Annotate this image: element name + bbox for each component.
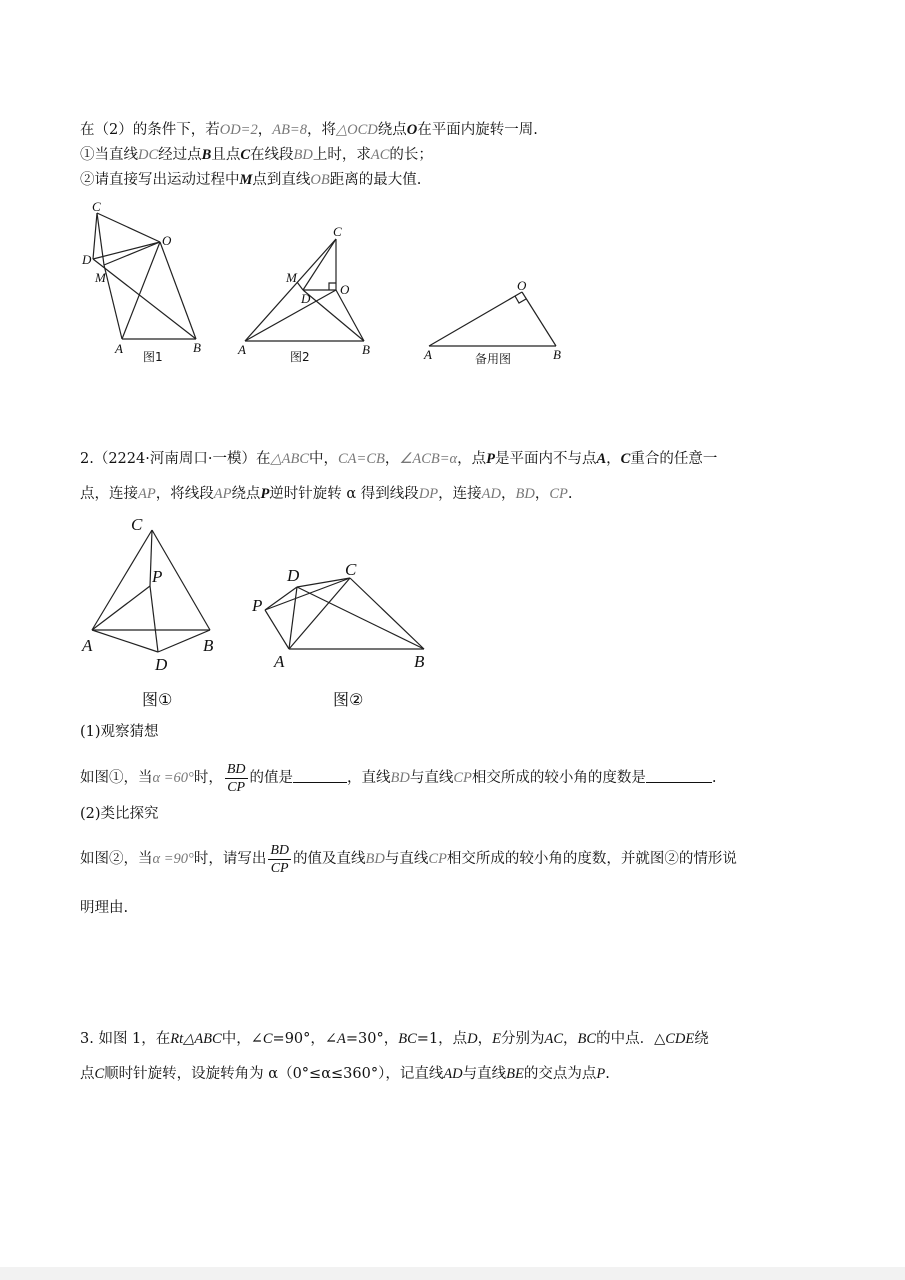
math-c: C bbox=[262, 1031, 273, 1047]
math-p: P bbox=[260, 486, 270, 502]
math-o: O bbox=[406, 122, 418, 138]
fig1-label-c: C bbox=[92, 199, 101, 214]
text: 中，∠ bbox=[221, 1031, 263, 1047]
text: =1，点 bbox=[416, 1031, 468, 1047]
math-e: E bbox=[492, 1031, 502, 1047]
text: 中， bbox=[309, 451, 339, 467]
math-bc: BC bbox=[398, 1031, 417, 1047]
fig2-2-label-d: D bbox=[287, 566, 300, 585]
fig1-label-m: M bbox=[95, 270, 106, 285]
text: ， bbox=[384, 451, 400, 467]
denominator: CP bbox=[270, 860, 289, 876]
fig2-1-label-p: P bbox=[152, 567, 163, 586]
s2-part2 bbox=[80, 840, 737, 878]
fraction-bd-cp bbox=[225, 761, 248, 796]
text: ， bbox=[606, 451, 621, 467]
fig2-label-d: D bbox=[301, 291, 311, 306]
text: 时， bbox=[193, 770, 223, 786]
math-p: P bbox=[596, 1066, 606, 1082]
fig2-2-label-p: P bbox=[252, 596, 263, 615]
s2-line2 bbox=[80, 484, 572, 504]
text: ， bbox=[501, 486, 516, 502]
math-bd: BD bbox=[365, 851, 385, 867]
text: ②请直接写出运动过程中 bbox=[80, 172, 240, 188]
math-a: A bbox=[337, 1031, 346, 1047]
math-bd: BD bbox=[390, 770, 410, 786]
math-cp: CP bbox=[428, 851, 447, 867]
math-acb: ∠ACB=α bbox=[399, 451, 458, 467]
text: 是平面内不与点 bbox=[495, 451, 597, 467]
math-ocd: △OCD bbox=[335, 122, 378, 138]
numerator: BD bbox=[226, 761, 246, 777]
text: ①当直线 bbox=[80, 147, 138, 163]
text: 2.（2224·河南周口·一模）在 bbox=[80, 451, 271, 467]
math-m: M bbox=[239, 172, 253, 188]
fig2-label-m: M bbox=[286, 270, 297, 285]
math-alpha90: α =90° bbox=[152, 851, 194, 867]
math-b: B bbox=[201, 147, 212, 163]
fig2-label-c: C bbox=[333, 224, 342, 239]
text: . bbox=[711, 770, 717, 786]
text: 的中点．△ bbox=[596, 1031, 666, 1047]
s2-part2-line2: 明理由. bbox=[80, 900, 129, 916]
math-bd: BD bbox=[293, 147, 313, 163]
fig2-label-b: B bbox=[362, 342, 370, 357]
text: 3. 如图 1，在 bbox=[80, 1031, 171, 1047]
text: 相交所成的较小角的度数是 bbox=[471, 770, 646, 786]
s2-part2-title: (2)类比探究 bbox=[80, 806, 159, 822]
fig-2-2-lines bbox=[265, 578, 424, 649]
text: . bbox=[605, 1066, 610, 1082]
text: 绕点 bbox=[231, 486, 261, 502]
fig1-label-b: B bbox=[193, 340, 201, 355]
text: ，直线 bbox=[347, 770, 391, 786]
text: 分别为 bbox=[501, 1031, 545, 1047]
text: 的长； bbox=[389, 147, 433, 163]
math-cp: CP bbox=[549, 486, 568, 502]
fig1-lines bbox=[93, 213, 196, 339]
math-alpha60: α =60° bbox=[152, 770, 194, 786]
s2-line1 bbox=[80, 449, 717, 469]
text: ， bbox=[477, 1031, 493, 1047]
math-c: C bbox=[620, 451, 631, 467]
text: ， bbox=[563, 1031, 578, 1047]
math-od: OD=2 bbox=[219, 122, 258, 138]
answer-blank[interactable] bbox=[293, 768, 347, 783]
math-ob: OB bbox=[310, 172, 330, 188]
text: 的值及直线 bbox=[293, 851, 366, 867]
text: 在平面内旋转一周. bbox=[417, 122, 538, 138]
text: =90°，∠ bbox=[272, 1031, 338, 1047]
math-ab: AB=8 bbox=[272, 122, 307, 138]
math-be: BE bbox=[506, 1066, 524, 1082]
text: 重合的任意一 bbox=[630, 451, 718, 467]
math-ac: AC bbox=[370, 147, 390, 163]
math-d: D bbox=[467, 1031, 478, 1047]
math-ca-cb: CA=CB bbox=[338, 451, 385, 467]
text: 在线段 bbox=[250, 147, 294, 163]
text: . bbox=[567, 486, 573, 502]
fig3-label-b: B bbox=[553, 347, 561, 362]
answer-blank[interactable] bbox=[646, 768, 712, 783]
s3-line2 bbox=[80, 1064, 610, 1084]
text: 绕点 bbox=[377, 122, 407, 138]
math-a: A bbox=[596, 451, 607, 467]
text: 经过点 bbox=[158, 147, 202, 163]
math-ac: AC bbox=[544, 1031, 564, 1047]
text: 的值是 bbox=[249, 770, 293, 786]
fig2-caption: 图2 bbox=[290, 350, 310, 364]
text: 在（2）的条件下，若 bbox=[80, 122, 220, 138]
math-ad: AD bbox=[443, 1066, 463, 1082]
fig2-label-o: O bbox=[340, 282, 350, 297]
s2-part1-title: (1)观察猜想 bbox=[80, 724, 159, 740]
fig2-label-a: A bbox=[238, 342, 246, 357]
fig-2-1-lines bbox=[92, 530, 210, 652]
math-rt-abc: Rt△ABC bbox=[170, 1031, 222, 1047]
text: 距离的最大值. bbox=[329, 172, 422, 188]
s3-line1 bbox=[80, 1029, 709, 1049]
text: 与直线 bbox=[409, 770, 454, 786]
text: ，连接 bbox=[438, 486, 482, 502]
text: ，点 bbox=[457, 451, 487, 467]
math-ap: AP bbox=[213, 486, 232, 502]
math-p: P bbox=[486, 451, 495, 467]
text: ，将线段 bbox=[155, 486, 214, 502]
math-bd: BD bbox=[515, 486, 535, 502]
text: 顺时针旋转，设旋转角为 α（0°≤α≤360°），记直线 bbox=[104, 1066, 444, 1082]
text: 与直线 bbox=[462, 1066, 507, 1082]
fig2-1-caption: 图① bbox=[142, 690, 173, 709]
text: 时，请写出 bbox=[193, 851, 267, 867]
math-ad: AD bbox=[481, 486, 501, 502]
math-c: C bbox=[94, 1066, 105, 1082]
fig2-1-label-b: B bbox=[203, 636, 214, 655]
fig2-2-label-c: C bbox=[345, 560, 357, 579]
math-dp: DP bbox=[418, 486, 439, 502]
text: 的交点为点 bbox=[523, 1066, 597, 1082]
numerator: BD bbox=[270, 842, 289, 858]
fig1-label-o: O bbox=[162, 233, 172, 248]
denominator: CP bbox=[227, 779, 246, 795]
fig3-label-o: O bbox=[517, 278, 527, 293]
math-c: C bbox=[240, 147, 250, 163]
text: 与直线 bbox=[384, 851, 429, 867]
text: ， bbox=[534, 486, 550, 502]
text: 点到直线 bbox=[252, 172, 311, 188]
text: 相交所成的较小角的度数，并就图②的情形说 bbox=[446, 851, 737, 867]
math-abc: △ABC bbox=[270, 451, 310, 467]
text: ，将 bbox=[306, 122, 336, 138]
fraction-bd-cp bbox=[268, 842, 291, 877]
fig3-caption: 备用图 bbox=[475, 352, 512, 366]
fig2-1-label-d: D bbox=[155, 655, 168, 674]
text: 点 bbox=[80, 1066, 95, 1082]
text: 如图②，当 bbox=[80, 851, 153, 867]
math-ap: AP bbox=[138, 486, 156, 502]
bottom-bar bbox=[0, 1267, 905, 1280]
fig1-label-d: D bbox=[82, 252, 92, 267]
text: 逆时针旋转 α 得到线段 bbox=[269, 486, 419, 502]
fig2-1-label-c: C bbox=[131, 515, 143, 534]
text: 绕 bbox=[694, 1031, 709, 1047]
fig2-2-label-b: B bbox=[414, 652, 425, 671]
s2-part1 bbox=[80, 759, 716, 797]
text: 如图①，当 bbox=[80, 770, 153, 786]
fig2-2-label-a: A bbox=[274, 652, 285, 671]
math-cde: CDE bbox=[665, 1031, 695, 1047]
math-dc: DC bbox=[138, 147, 159, 163]
text: ， bbox=[257, 122, 273, 138]
text: =30°， bbox=[345, 1031, 399, 1047]
text: 点，连接 bbox=[80, 486, 138, 502]
fig1-caption: 图1 bbox=[143, 350, 163, 364]
fig3-lines bbox=[429, 292, 556, 346]
text: 且点 bbox=[211, 147, 241, 163]
fig3-label-a: A bbox=[424, 347, 432, 362]
math-bc: BC bbox=[577, 1031, 597, 1047]
fig2-2-caption: 图② bbox=[333, 690, 364, 709]
text: 上时，求 bbox=[312, 147, 371, 163]
fig1-label-a: A bbox=[115, 341, 123, 356]
fig2-1-label-a: A bbox=[82, 636, 93, 655]
math-cp: CP bbox=[453, 770, 472, 786]
